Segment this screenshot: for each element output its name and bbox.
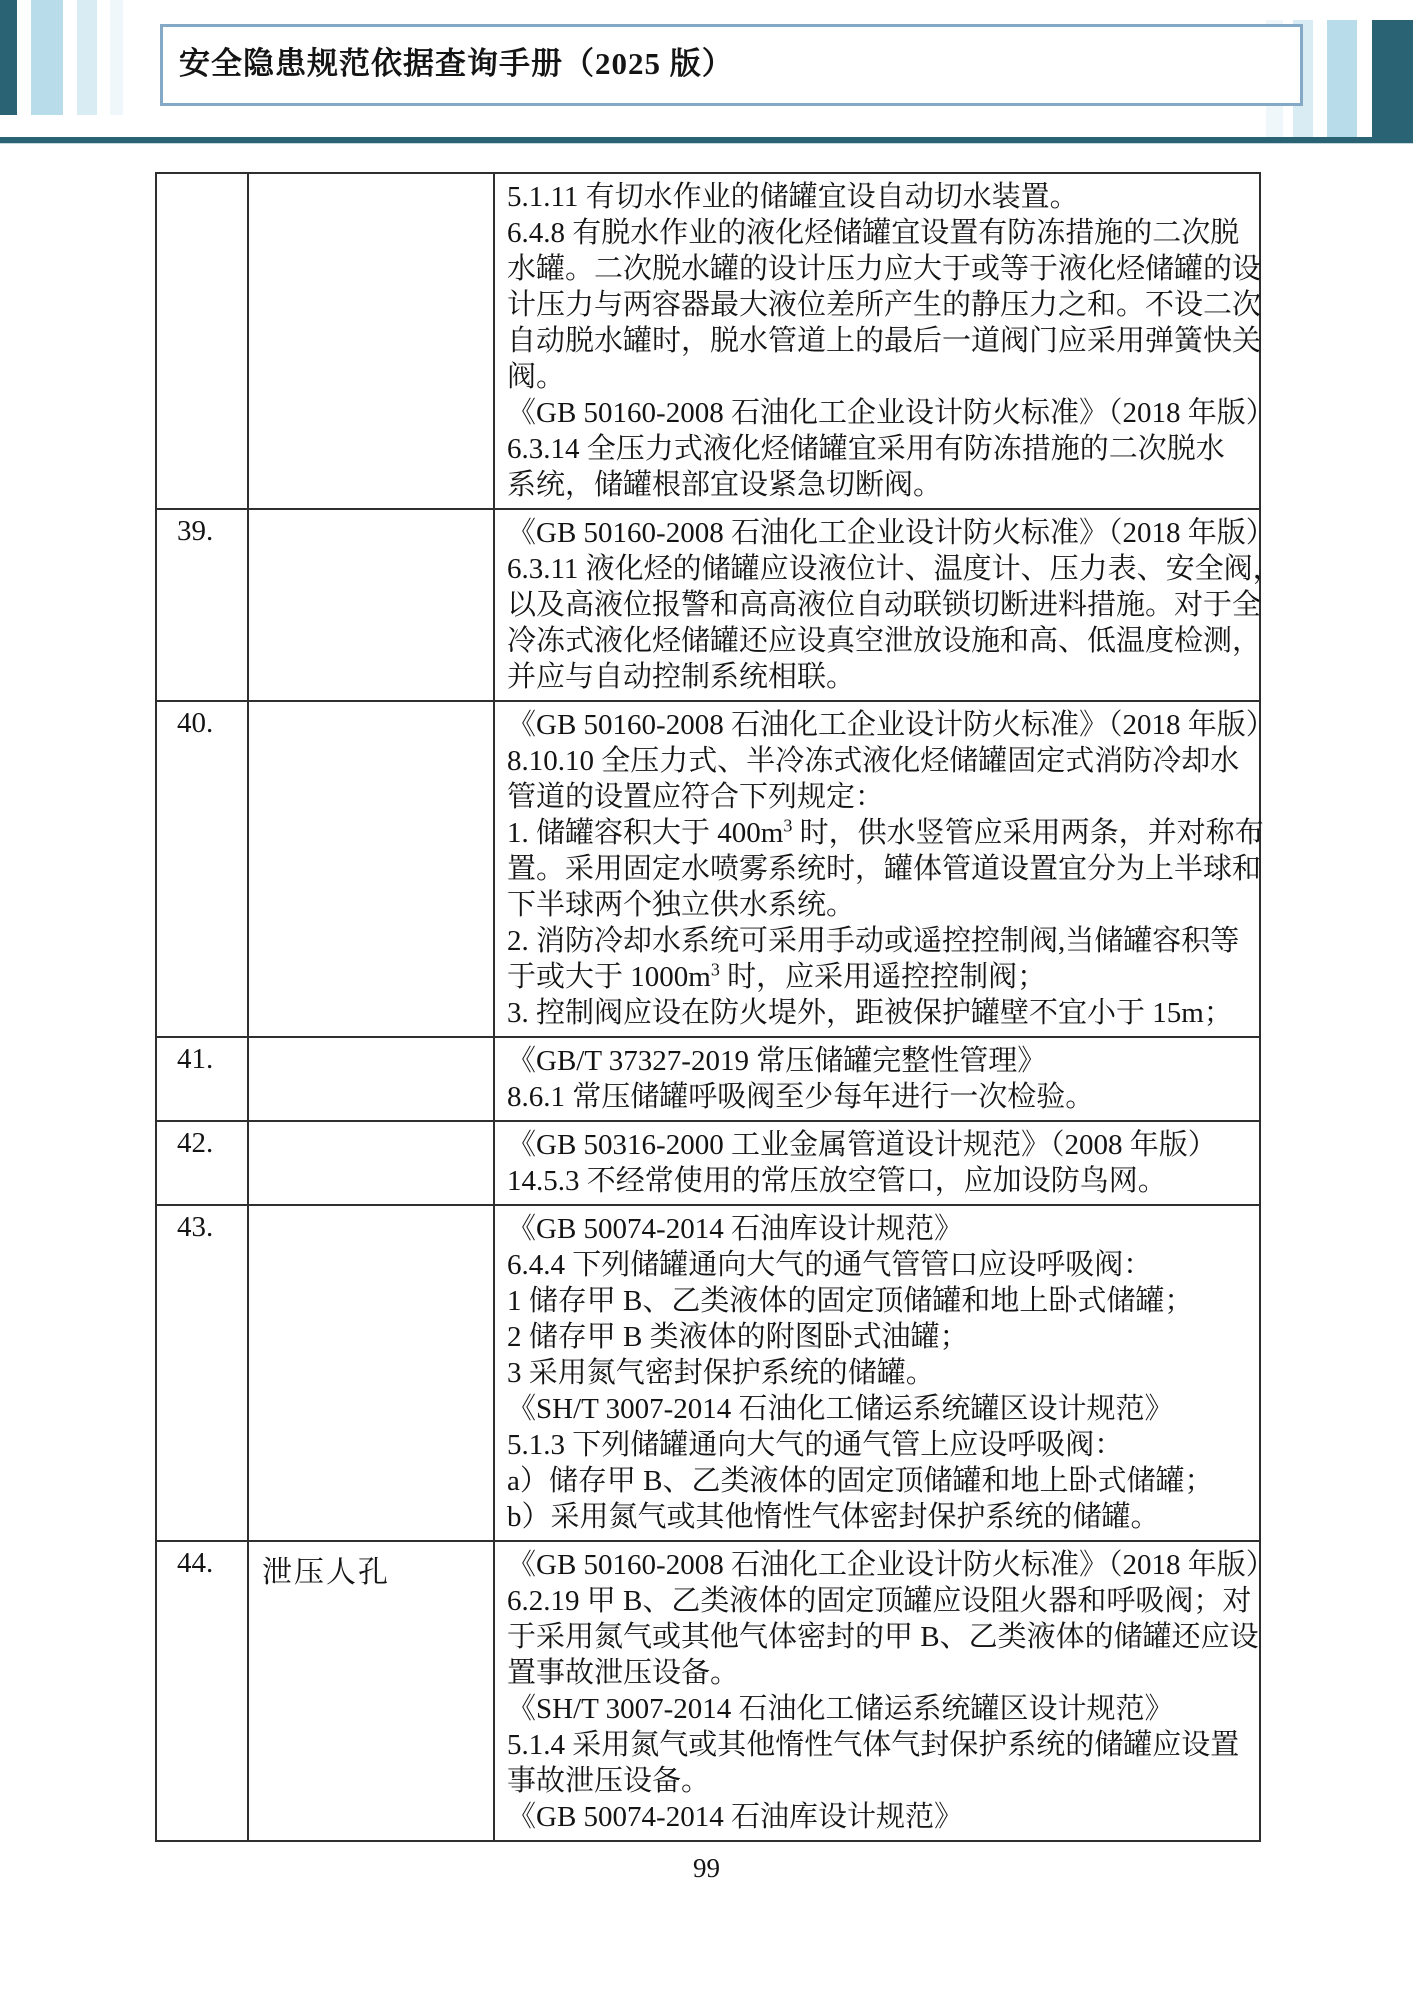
content-line: 6.4.8 有脱水作业的液化烃储罐宜设置有防冻措施的二次脱 [507,217,1240,249]
content-line: 8.10.10 全压力式、半冷冻式液化烃储罐固定式消防冷却水 [507,745,1240,777]
content-line: 6.4.4 下列储罐通向大气的通气管管口应设呼吸阀： [507,1249,1153,1281]
row-number-cell: 40. [156,701,248,1037]
row-category-cell [248,1121,494,1205]
page-number: 99 [693,1853,720,1883]
rules-table-body [156,173,1282,1841]
content-line: 《GB 50160-2008 石油化工企业设计防火标准》（2018 年版） [507,709,1275,741]
row-content-cell [494,173,1275,509]
table-row [156,509,1260,701]
content-line: 6.3.14 全压力式液化烃储罐宜采用有防冻措施的二次脱水 [507,433,1225,465]
content-line: 《GB 50074-2014 石油库设计规范》 [507,1213,963,1245]
content-line: 冷冻式液化烃储罐还应设真空泄放设施和高、低温度检测， [507,625,1262,657]
content-line: 置事故泄压设备。 [507,1657,740,1689]
content-line: 3. 控制阀应设在防火堤外，距被保护罐壁不宜小于 15m； [507,997,1233,1029]
content-line: 并应与自动控制系统相联。 [507,661,856,693]
content-line: 阀。 [507,361,566,393]
row-content-cell [494,701,1275,1037]
content-line: 管道的设置应符合下列规定： [507,781,885,813]
content-line: 6.3.11 液化烃的储罐应设液位计、温度计、压力表、安全阀， [507,553,1282,585]
table-row [156,1541,1260,1841]
row-number-cell: 39. [156,509,248,701]
document-title: 安全隐患规范依据查询手册（2025 版） [179,46,734,81]
row-number-cell: 42. [156,1121,248,1205]
table-row [156,1205,1260,1541]
row-content-cell [494,1121,1260,1205]
decorative-bar-top-left-light [31,0,63,115]
content-line: 2. 消防冷却水系统可采用手动或遥控控制阀,当储罐容积等 [507,925,1240,957]
content-line: 于或大于 $1000m^3$ 时，应采用遥控控制阀； [507,959,1047,993]
content-line: 水罐。二次脱水罐的设计压力应大于或等于液化烃储罐的设 [507,253,1262,285]
decorative-bar-top-right-dark [1372,20,1413,143]
content-line: 下半球两个独立供水系统。 [507,889,856,921]
table-row [156,1037,1260,1121]
row-number-cell [156,173,248,509]
content-line: 5.1.3 下列储罐通向大气的通气管上应设呼吸阀： [507,1429,1124,1461]
table-row [156,701,1260,1037]
row-content-cell [494,1541,1275,1841]
content-line: a）储存甲 B、乙类液体的固定顶储罐和地上卧式储罐； [507,1465,1214,1497]
table-row [156,1121,1260,1205]
content-line: 《SH/T 3007-2014 石油化工储运系统罐区设计规范》 [507,1693,1174,1725]
content-line: 于采用氮气或其他气体密封的甲 B、乙类液体的储罐还应设 [507,1621,1259,1653]
document-title-box [160,24,1303,106]
row-category-cell [248,509,494,701]
content-line: 《GB 50160-2008 石油化工企业设计防火标准》（2018 年版） [507,397,1275,429]
content-line: 《GB 50160-2008 石油化工企业设计防火标准》（2018 年版） [507,1549,1275,1581]
header-divider-rule [0,137,1413,144]
row-category-cell [248,1205,494,1541]
row-category-cell [248,1037,494,1121]
content-line: b）采用氮气或其他惰性气体密封保护系统的储罐。 [507,1501,1160,1533]
content-line: 2 储存甲 B 类液体的附图卧式油罐； [507,1321,969,1353]
decorative-bar-top-left-faint [110,0,123,115]
content-line: 《SH/T 3007-2014 石油化工储运系统罐区设计规范》 [507,1393,1174,1425]
content-line: 《GB 50316-2000 工业金属管道设计规范》（2008 年版） [507,1129,1217,1161]
row-content-cell [494,1205,1260,1541]
row-number-cell: 44. [156,1541,248,1841]
content-line: 置。采用固定水喷雾系统时，罐体管道设置宜分为上半球和 [507,853,1262,885]
row-category-cell: 泄压人孔 [248,1541,494,1841]
content-line: 3 采用氮气密封保护系统的储罐。 [507,1357,935,1389]
row-content-cell [494,1037,1260,1121]
row-category-cell [248,701,494,1037]
content-line: 14.5.3 不经常使用的常压放空管口，应加设防鸟网。 [507,1165,1167,1197]
regulation-reference-table [155,172,1282,1842]
content-line: 事故泄压设备。 [507,1765,711,1797]
row-number-cell: 41. [156,1037,248,1121]
content-line: 8.6.1 常压储罐呼吸阀至少每年进行一次检验。 [507,1081,1095,1113]
content-line: 5.1.4 采用氮气或其他惰性气体气封保护系统的储罐应设置 [507,1729,1240,1761]
decorative-bar-top-left-pale [77,0,97,115]
row-content-cell [494,509,1282,701]
table-row [156,173,1260,509]
decorative-bar-top-left-dark [0,0,17,115]
content-line: 自动脱水罐时，脱水管道上的最后一道阀门应采用弹簧快关 [507,325,1262,357]
content-line: 《GB 50160-2008 石油化工企业设计防火标准》（2018 年版） [507,517,1275,549]
content-line: 6.2.19 甲 B、乙类液体的固定顶罐应设阻火器和呼吸阀；对 [507,1585,1252,1617]
decorative-bar-top-right-light [1327,20,1357,138]
content-line: 1. 储罐容积大于 $400m^3$ 时，供水竖管应采用两条，并对称布 [507,815,1264,849]
content-line: 计压力与两容器最大液位差所产生的静压力之和。不设二次 [507,289,1262,321]
content-line: 《GB 50074-2014 石油库设计规范》 [507,1801,963,1833]
row-category-cell [248,173,494,509]
row-number-cell: 43. [156,1205,248,1541]
content-line: 5.1.11 有切水作业的储罐宜设自动切水装置。 [507,181,1079,213]
content-line: 系统，储罐根部宜设紧急切断阀。 [507,469,943,501]
content-line: 《GB/T 37327-2019 常压储罐完整性管理》 [507,1045,1047,1077]
content-line: 1 储存甲 B、乙类液体的固定顶储罐和地上卧式储罐； [507,1285,1194,1317]
content-line: 以及高液位报警和高高液位自动联锁切断进料措施。对于全 [507,589,1262,621]
